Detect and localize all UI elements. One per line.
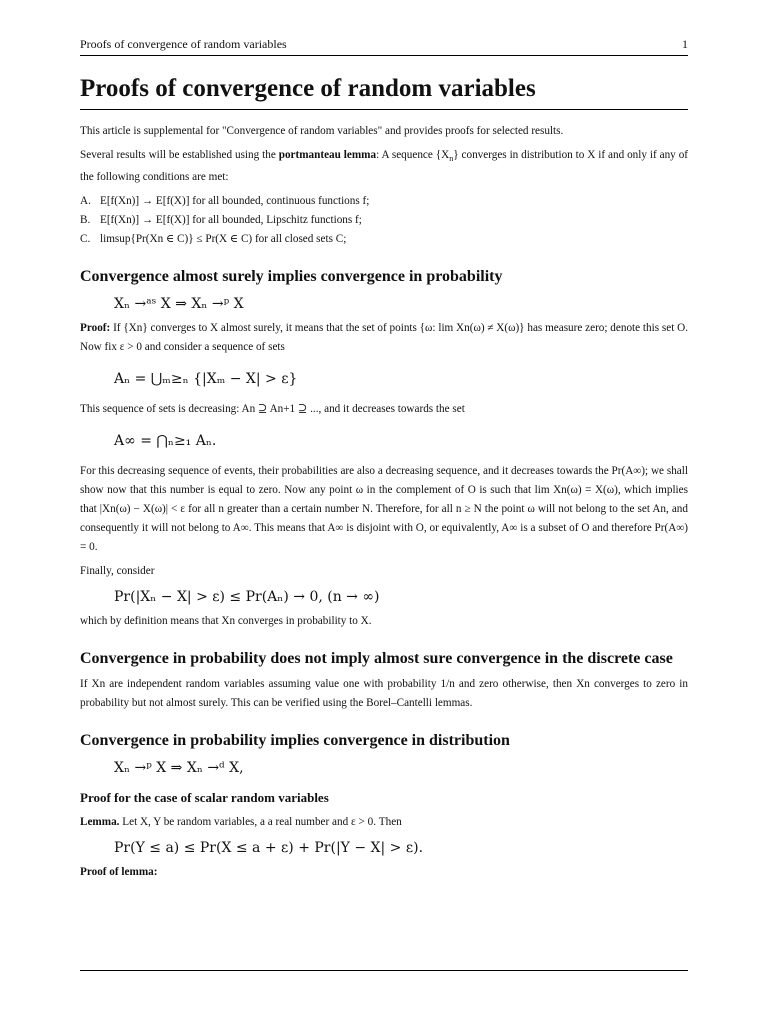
condition-label: B. <box>80 214 91 227</box>
condition-label: A. <box>80 195 91 208</box>
running-title: Proofs of convergence of random variables <box>80 37 287 51</box>
condition-item <box>80 192 688 211</box>
page-number: 1 <box>682 37 688 51</box>
section-heading-almost-surely: Convergence almost surely implies convergence in probability <box>80 268 503 286</box>
proof-paragraph-1 <box>80 319 688 357</box>
equation-set-an: Aₙ = ⋃ₘ≥ₙ {|Xₘ − X| > ε} <box>114 371 298 388</box>
portmanteau-lemma-term: portmanteau lemma <box>278 149 377 161</box>
proof-of-lemma-label <box>80 863 688 882</box>
condition-text: E[f(Xn)] → E[f(X)] for all bounded, Lipschitz functions f; <box>100 214 362 227</box>
equation-a-infinity: A∞ = ⋂ₙ≥₁ Aₙ. <box>114 433 217 450</box>
lemma-label: Lemma. <box>80 816 120 829</box>
title-rule <box>80 109 688 110</box>
proof-label: Proof: <box>80 322 111 335</box>
proof-text: If {Xn} converges to X almost surely, it means that the set of points {ω: lim Xn(ω) ≠ X(ω)} has measure zero; denote this set O. Now fix ε > 0 and consider a sequence of sets <box>80 322 689 354</box>
section-heading-discrete-case: Convergence in probability does not imply almost sure convergence in the discrete case <box>80 650 673 668</box>
proof-paragraph-2: This sequence of sets is decreasing: An ⊇ An+1 ⊇ ..., and it decreases towards the set <box>80 403 465 416</box>
proof-paragraph-5: which by definition means that Xn converges in probability to X. <box>80 615 372 628</box>
intro-text-b: : A sequence {X <box>376 149 450 161</box>
proof-of-lemma-text: Proof of lemma: <box>80 866 158 879</box>
intro-paragraph-1: This article is supplemental for "Convergence of random variables" and provides proofs for selected results. <box>80 125 564 137</box>
lemma-text: Let X, Y be random variables, a a real number and ε > 0. Then <box>122 816 402 829</box>
equation-probability-limit: Pr(|Xₙ − X| > ε) ≤ Pr(Aₙ) → 0, (n → ∞) <box>114 589 380 606</box>
equation-lemma: Pr(Y ≤ a) ≤ Pr(X ≤ a + ε) + Pr(|Y − X| > ε). <box>114 840 424 857</box>
intro-subscript: n <box>449 154 454 164</box>
lemma-paragraph <box>80 813 688 832</box>
condition-text: E[f(Xn)] → E[f(X)] for all bounded, continuous functions f; <box>100 195 370 208</box>
intro-text-a: Several results will be established using the <box>80 149 276 161</box>
condition-text: limsup{Pr(Xn ∈ C)} ≤ Pr(X ∈ C) for all closed sets C; <box>100 233 347 246</box>
equation-as-implies-p: Xₙ →ᵃˢ X ⇒ Xₙ →ᵖ X <box>114 296 244 313</box>
footer-rule <box>80 970 688 971</box>
intro-text-c: } converges in distribution to X if and only if any of the following conditions are met: <box>80 149 689 184</box>
condition-item <box>80 211 688 230</box>
section-heading-in-distribution: Convergence in probability implies convergence in distribution <box>80 732 510 750</box>
discrete-case-paragraph: If Xn are independent random variables assuming value one with probability 1/n and zero otherwise, then Xn converges to zero in probability but not almost surely. This can be verified using the Borel–Cantelli lemmas. <box>80 678 688 710</box>
equation-p-implies-d: Xₙ →ᵖ X ⇒ Xₙ →ᵈ X, <box>114 760 244 777</box>
running-header <box>80 37 688 51</box>
condition-label: C. <box>80 233 91 246</box>
header-rule <box>80 55 688 56</box>
subsection-heading-scalar: Proof for the case of scalar random variables <box>80 790 329 806</box>
intro-paragraph-2 <box>80 146 688 187</box>
page-title: Proofs of convergence of random variables <box>80 75 536 102</box>
article-body <box>80 122 688 887</box>
proof-paragraph-4: Finally, consider <box>80 565 155 578</box>
condition-item <box>80 230 688 249</box>
proof-paragraph-3: For this decreasing sequence of events, their probabilities are also a decreasing sequence, and it decreases towards the Pr(A∞); we shall show now that this number is equal to zero. Now any point ω in the complement of O is such that lim Xn(ω) = X(ω), which implies that |Xn(ω) − X(ω)| < ε for all n greater than a certain number N. Therefore, for all n ≥ N the point ω will not belong to the set An, and consequently it will not belong to A∞. This means that A∞ is disjoint with O, or equivalently, A∞ is a subset of O and therefore Pr(A∞) = 0. <box>80 465 688 554</box>
